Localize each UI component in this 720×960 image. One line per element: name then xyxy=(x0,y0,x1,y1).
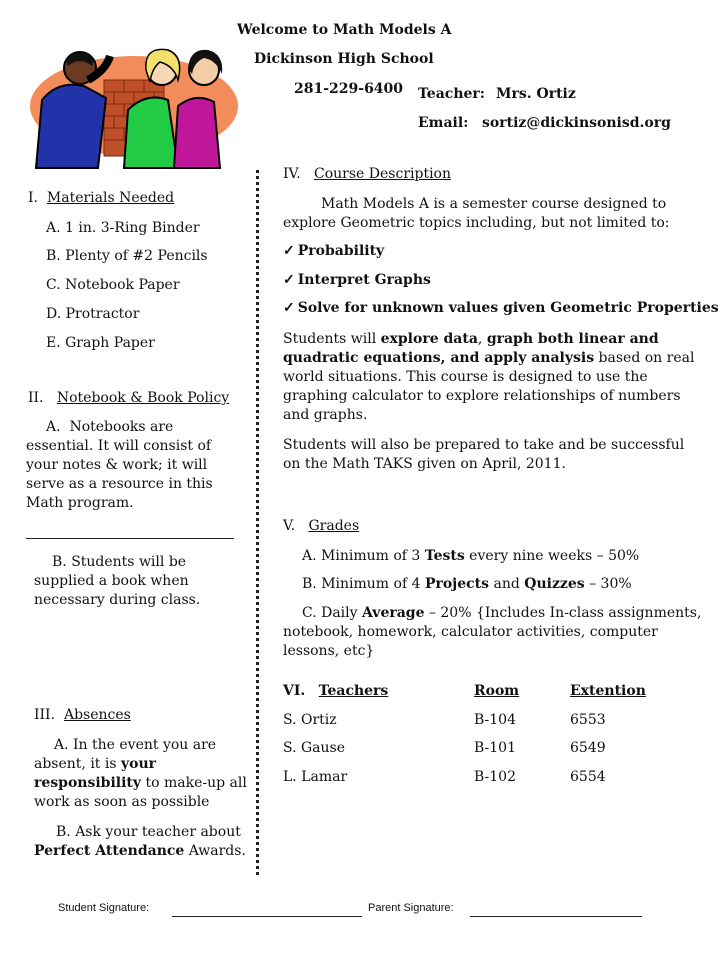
teacher-row-room: B-104 xyxy=(474,712,516,728)
grades-title: Grades xyxy=(308,518,360,534)
course-heading: IV. Course Description xyxy=(283,166,452,182)
notebook-para-a: A. Notebooks are essential. It will consist of your notes & work; it will serve as a resource in this Math program. xyxy=(26,419,213,511)
course-check-graphs: ✓ Interpret Graphs xyxy=(283,272,431,288)
teachers-title: Teachers xyxy=(318,683,389,699)
materials-item-e: E. Graph Paper xyxy=(46,335,155,351)
materials-item-d: D. Protractor xyxy=(46,306,140,322)
checkmark-icon: ✓ xyxy=(283,272,295,288)
materials-item-c: C. Notebook Paper xyxy=(46,277,180,293)
parent-signature-label: Parent Signature: xyxy=(368,902,454,914)
teachers-col-room: Room xyxy=(474,683,520,699)
student-signature-line[interactable] xyxy=(172,916,362,917)
materials-item-a: A. 1 in. 3-Ring Binder xyxy=(46,220,200,236)
grades-item-b: B. Minimum of 4 Projects and Quizzes – 30% xyxy=(302,576,632,592)
materials-heading: I. Materials Needed xyxy=(28,190,175,206)
welcome-title: Welcome to Math Models A xyxy=(237,22,452,38)
teacher-row-ext: 6549 xyxy=(570,740,606,756)
course-para-1: Students will explore data, graph both linear and quadratic equations, and apply analysis based on real world situations. This course is designed to use the graphing calculator to explore relationships of numbers and graphs. xyxy=(283,331,695,423)
teacher-label: Teacher: xyxy=(418,86,485,102)
course-title: Course Description xyxy=(314,166,452,182)
absences-title: Absences xyxy=(63,707,131,723)
teachers-heading: VI. Teachers xyxy=(283,683,389,699)
notebook-heading: II. Notebook & Book Policy xyxy=(28,390,230,406)
column-divider xyxy=(256,170,259,875)
teachers-col-ext: Extention xyxy=(570,683,646,699)
teacher-name: Mrs. Ortiz xyxy=(496,86,576,102)
notebook-para-b: B. Students will be supplied a book when necessary during class. xyxy=(34,554,201,608)
course-check-probability: ✓ Probability xyxy=(283,243,385,259)
absences-para-a: A. In the event you are absent, it is your responsibility to make-up all work as soon as possible xyxy=(34,737,247,810)
school-name: Dickinson High School xyxy=(254,51,434,67)
course-para-2: Students will also be prepared to take and be successful on the Math TAKS given on April, 2011. xyxy=(283,437,685,472)
teacher-row-ext: 6553 xyxy=(570,712,606,728)
grades-item-c: C. Daily Average – 20% {Includes In-class assignments, notebook, homework, calculator activities, computer lessons, etc} xyxy=(283,605,702,659)
course-check-geometric: ✓ Solve for unknown values given Geometric Properties xyxy=(283,300,719,316)
student-signature-label: Student Signature: xyxy=(58,902,150,914)
teacher-row-name: S. Ortiz xyxy=(283,712,337,728)
absences-para-b: B. Ask your teacher about Perfect Attendance Awards. xyxy=(34,824,246,859)
teacher-row-name: S. Gause xyxy=(283,740,346,756)
materials-item-b: B. Plenty of #2 Pencils xyxy=(46,248,208,264)
notebook-divider xyxy=(26,538,234,539)
checkmark-icon: ✓ xyxy=(283,300,295,316)
teacher-row-room: B-101 xyxy=(474,740,516,756)
course-intro: Math Models A is a semester course designed to explore Geometric topics including, but not limited to: xyxy=(283,196,670,231)
materials-title: Materials Needed xyxy=(46,190,175,206)
teacher-row-room: B-102 xyxy=(474,769,516,785)
grades-heading: V. Grades xyxy=(283,518,360,534)
absences-heading: III. Absences xyxy=(34,707,131,723)
parent-signature-line[interactable] xyxy=(470,916,642,917)
checkmark-icon: ✓ xyxy=(283,243,295,259)
teacher-row-name: L. Lamar xyxy=(283,769,348,785)
notebook-title: Notebook & Book Policy xyxy=(56,390,230,406)
email-label: Email: xyxy=(418,115,469,131)
grades-item-a: A. Minimum of 3 Tests every nine weeks – 50% xyxy=(302,548,640,564)
teacher-row-ext: 6554 xyxy=(570,769,606,785)
school-phone: 281-229-6400 xyxy=(294,81,404,97)
teachers-clipart xyxy=(28,40,240,170)
teacher-email[interactable]: sortiz@dickinsonisd.org xyxy=(482,115,671,131)
